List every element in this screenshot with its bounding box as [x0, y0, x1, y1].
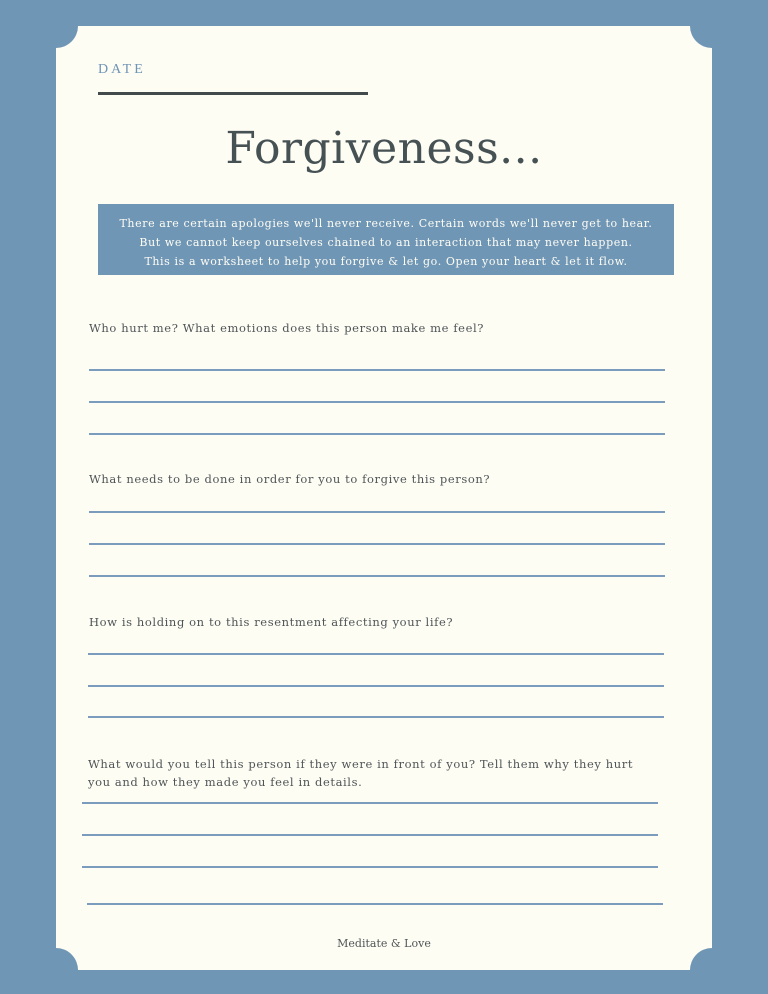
corner-notch-top-right [690, 4, 734, 48]
answer-line-2-3[interactable] [89, 575, 665, 577]
corner-notch-bottom-left [34, 948, 78, 992]
answer-line-4-2[interactable] [82, 834, 658, 836]
page-title: Forgiveness... [225, 123, 543, 174]
answer-line-1-2[interactable] [89, 401, 665, 403]
answer-line-4-1[interactable] [82, 802, 658, 804]
question-4-text-line: you and how they made you feel in details. [88, 775, 363, 789]
question-1-text: Who hurt me? What emotions does this person make me feel? [89, 321, 485, 335]
corner-notch-bottom-right [690, 948, 734, 992]
answer-line-2-1[interactable] [89, 511, 665, 513]
answer-line-2-2[interactable] [89, 543, 665, 545]
intro-box [98, 204, 674, 275]
question-4-text-line: What would you tell this person if they were in front of you? Tell them why they hurt [88, 757, 634, 771]
answer-line-4-3[interactable] [82, 866, 658, 868]
intro-line: But we cannot keep ourselves chained to an interaction that may never happen. [139, 236, 633, 249]
answer-line-1-3[interactable] [89, 433, 665, 435]
question-3-text: How is holding on to this resentment affecting your life? [89, 615, 454, 629]
answer-line-3-2[interactable] [88, 685, 664, 687]
intro-line: There are certain apologies we'll never receive. Certain words we'll never get to hear. [119, 217, 653, 230]
answer-line-3-3[interactable] [88, 716, 664, 718]
question-2-text: What needs to be done in order for you to forgive this person? [89, 472, 491, 486]
question-2 [89, 470, 490, 488]
answer-line-4-4[interactable] [87, 903, 663, 905]
answer-line-3-1[interactable] [88, 653, 664, 655]
date-label: DATE [98, 62, 146, 77]
question-3 [89, 613, 453, 631]
corner-notch-top-left [34, 4, 78, 48]
answer-line-1-1[interactable] [89, 369, 665, 371]
worksheet-card [56, 26, 712, 970]
date-field-line[interactable] [98, 92, 368, 95]
question-1 [89, 319, 484, 337]
question-4 [88, 755, 633, 791]
footer-brand: Meditate & Love [337, 937, 431, 950]
intro-line: This is a worksheet to help you forgive & let go. Open your heart & let it flow. [144, 255, 628, 268]
